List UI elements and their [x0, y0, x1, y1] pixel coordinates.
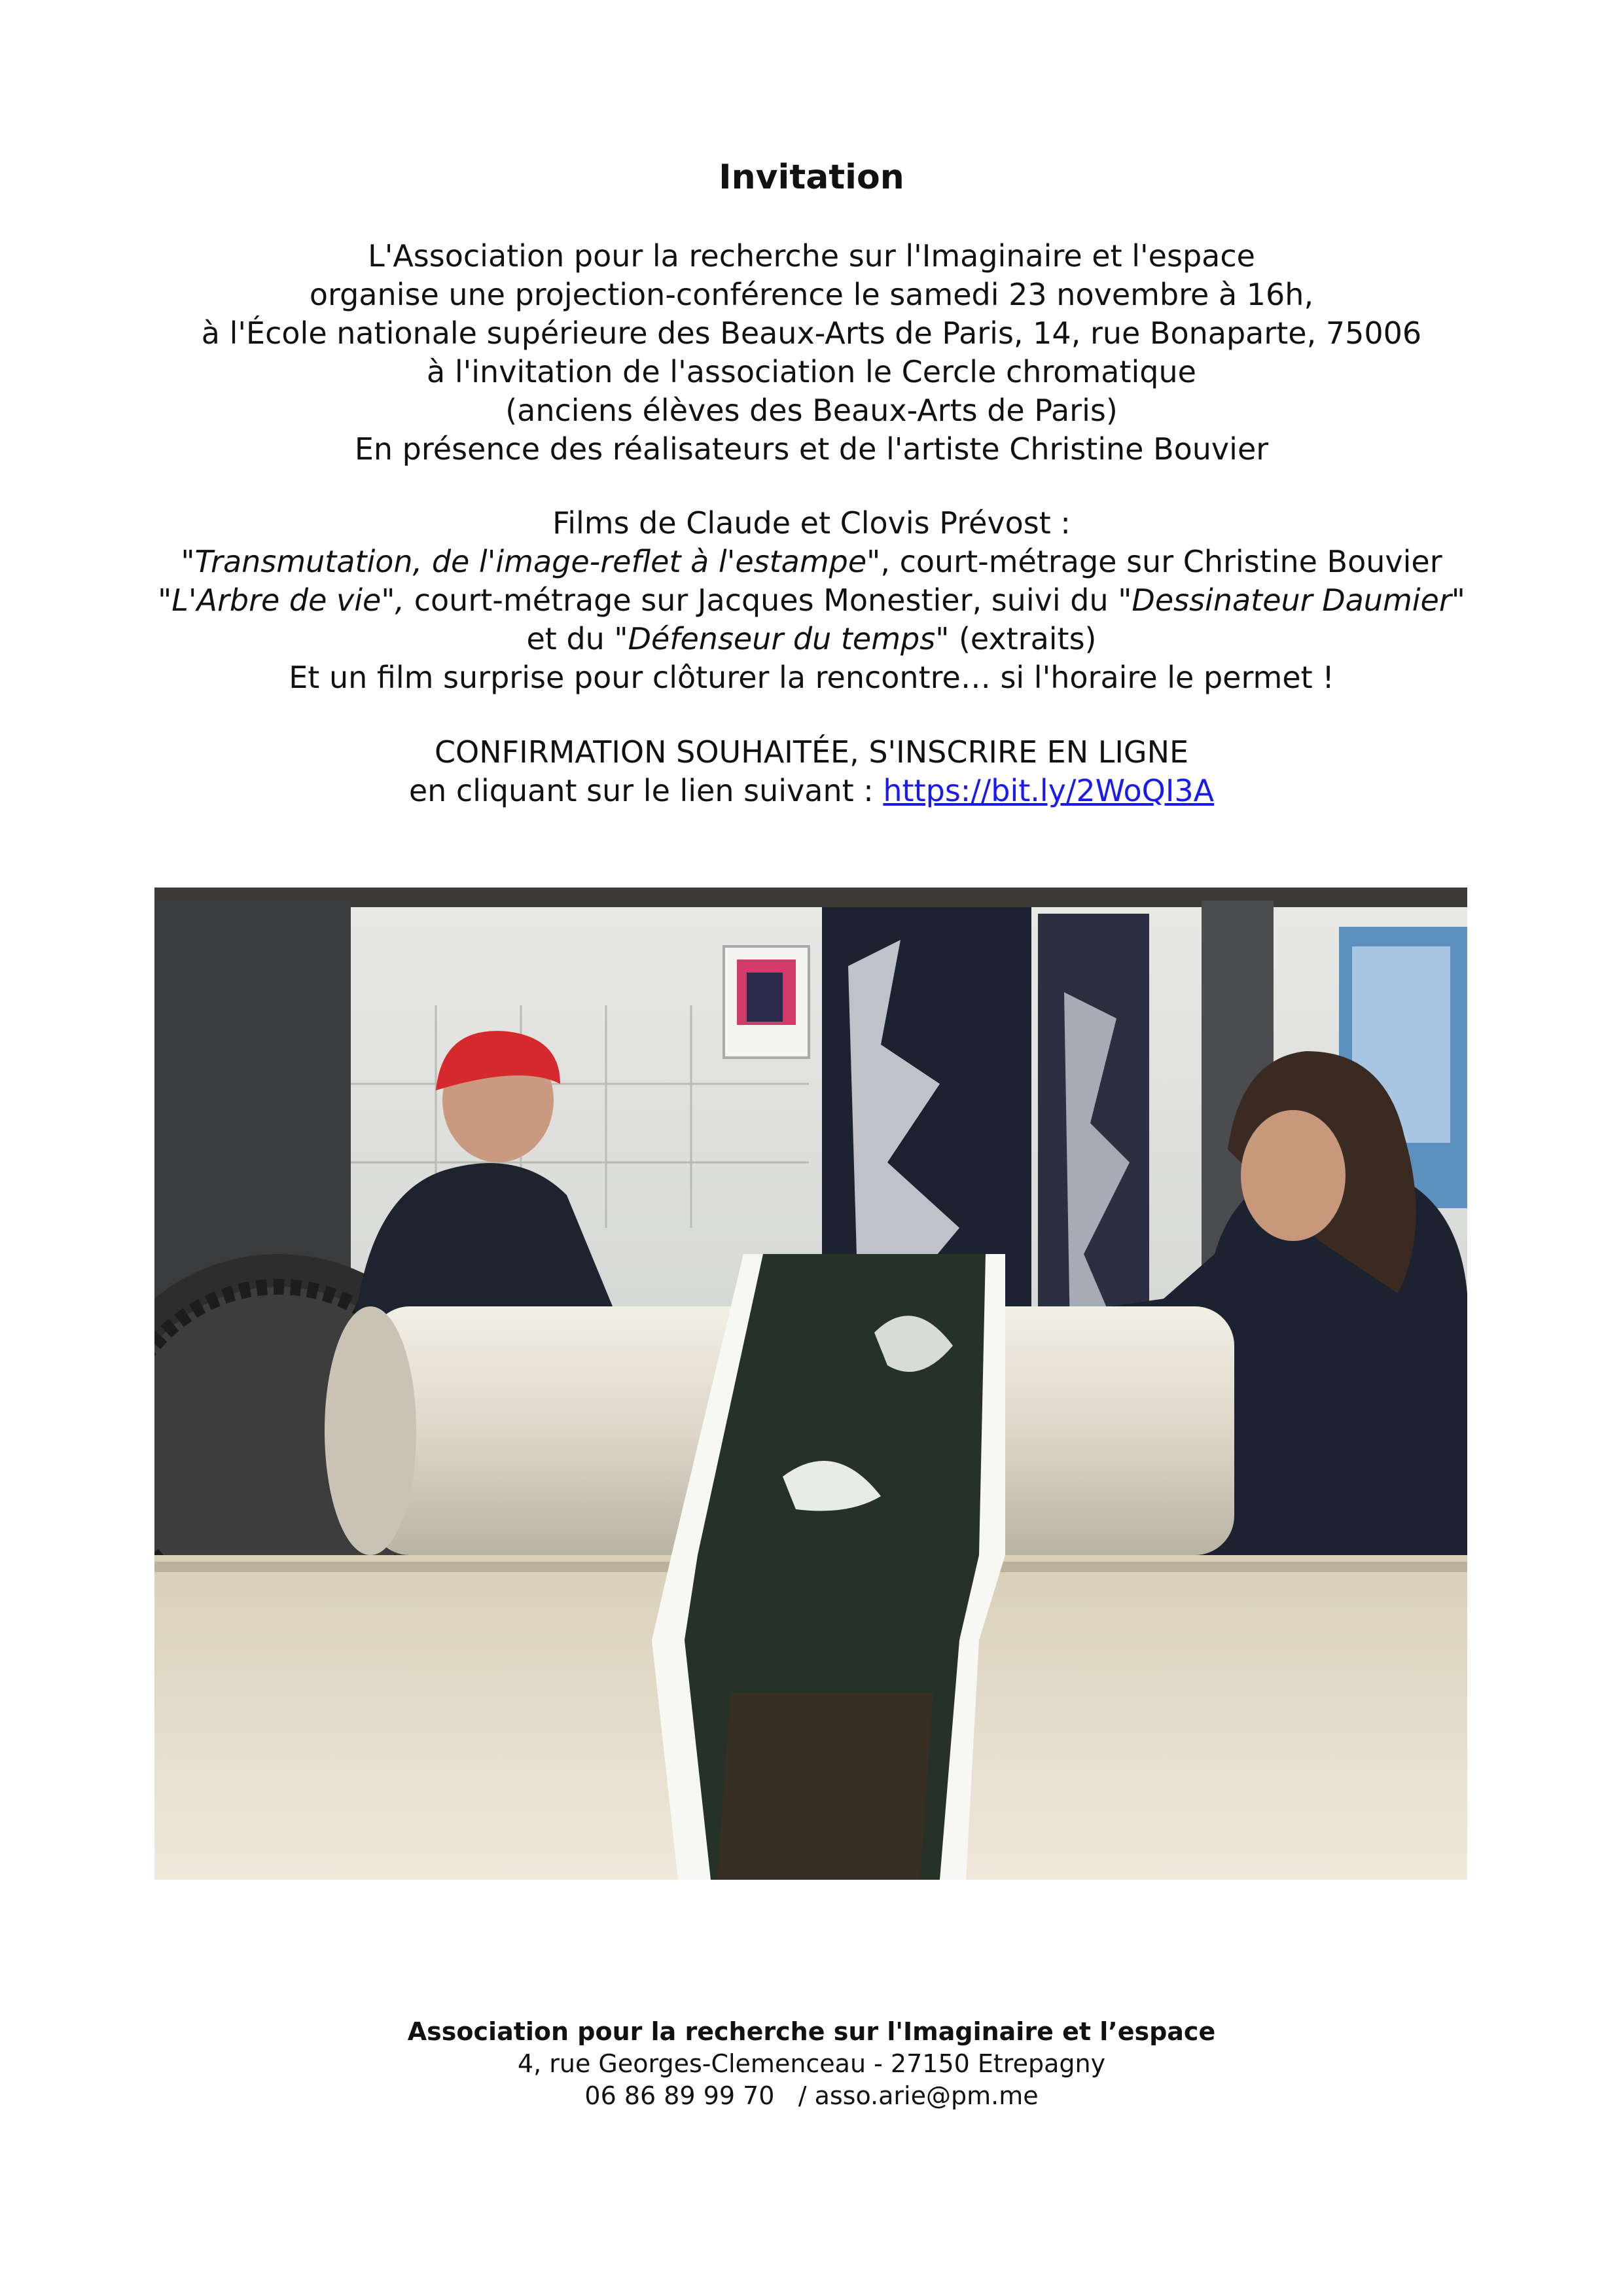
film-line-1	[0, 543, 1623, 581]
surprise-film-line: Et un film surprise pour clôturer la rencontre… si l'horaire le permet !	[289, 660, 1334, 695]
printmaking-photo	[154, 888, 1467, 1880]
footer	[0, 2016, 1623, 2112]
wall-picture	[747, 973, 783, 1022]
film-line-3	[0, 620, 1623, 658]
films-heading: Films de Claude et Clovis Prévost :	[552, 505, 1071, 541]
film-title: "L'Arbre de vie",	[158, 583, 405, 618]
film-description: court-métrage sur Jacques Monestier, suivi du	[404, 583, 1118, 618]
film-note: (extraits)	[949, 621, 1097, 656]
film-connector: et du	[526, 621, 615, 656]
footer-org-name: Association pour la recherche sur l'Imaginaire et l’espace	[407, 2017, 1216, 2046]
intro-line: En présence des réalisateurs et de l'artiste Christine Bouvier	[354, 431, 1269, 467]
footer-address: 4, rue Georges-Clemenceau - 27150 Etrepagny	[517, 2049, 1106, 2078]
intro-line: organise une projection-conférence le samedi 23 novembre à 16h,	[309, 277, 1314, 312]
press-roller	[325, 1306, 416, 1555]
film-title: "Dessinateur Daumier"	[1118, 583, 1465, 618]
woman-face	[1241, 1110, 1346, 1241]
film-line-2	[0, 581, 1623, 620]
film-title: "Défenseur du temps"	[614, 621, 950, 656]
document-title: Invitation	[719, 158, 904, 197]
intro-line: L'Association pour la recherche sur l'Imaginaire et l'espace	[368, 238, 1255, 274]
film-title: "Transmutation, de l'image-reflet à l'estampe"	[181, 544, 881, 579]
intro-line: à l'École nationale supérieure des Beaux-Arts de Paris, 14, rue Bonaparte, 75006	[201, 315, 1422, 351]
confirmation-instruction	[0, 772, 1623, 810]
confirmation-block	[0, 733, 1623, 810]
intro-line: (anciens élèves des Beaux-Arts de Paris)	[505, 393, 1118, 428]
print-ink-transfer	[717, 1693, 933, 1880]
confirmation-prefix: en cliquant sur le lien suivant :	[408, 773, 883, 808]
photo-illustration	[154, 888, 1467, 1880]
registration-link[interactable]: https://bit.ly/2WoQI3A	[883, 773, 1215, 808]
intro-line: à l'invitation de l'association le Cercle chromatique	[427, 354, 1196, 389]
intro-block	[0, 237, 1623, 469]
footer-contact: 06 86 89 99 70 / asso.arie@pm.me	[584, 2081, 1039, 2110]
films-block	[0, 504, 1623, 697]
confirmation-heading: CONFIRMATION SOUHAITÉE, S'INSCRIRE EN LIGNE	[434, 734, 1189, 770]
film-description: , court-métrage sur Christine Bouvier	[880, 544, 1442, 579]
